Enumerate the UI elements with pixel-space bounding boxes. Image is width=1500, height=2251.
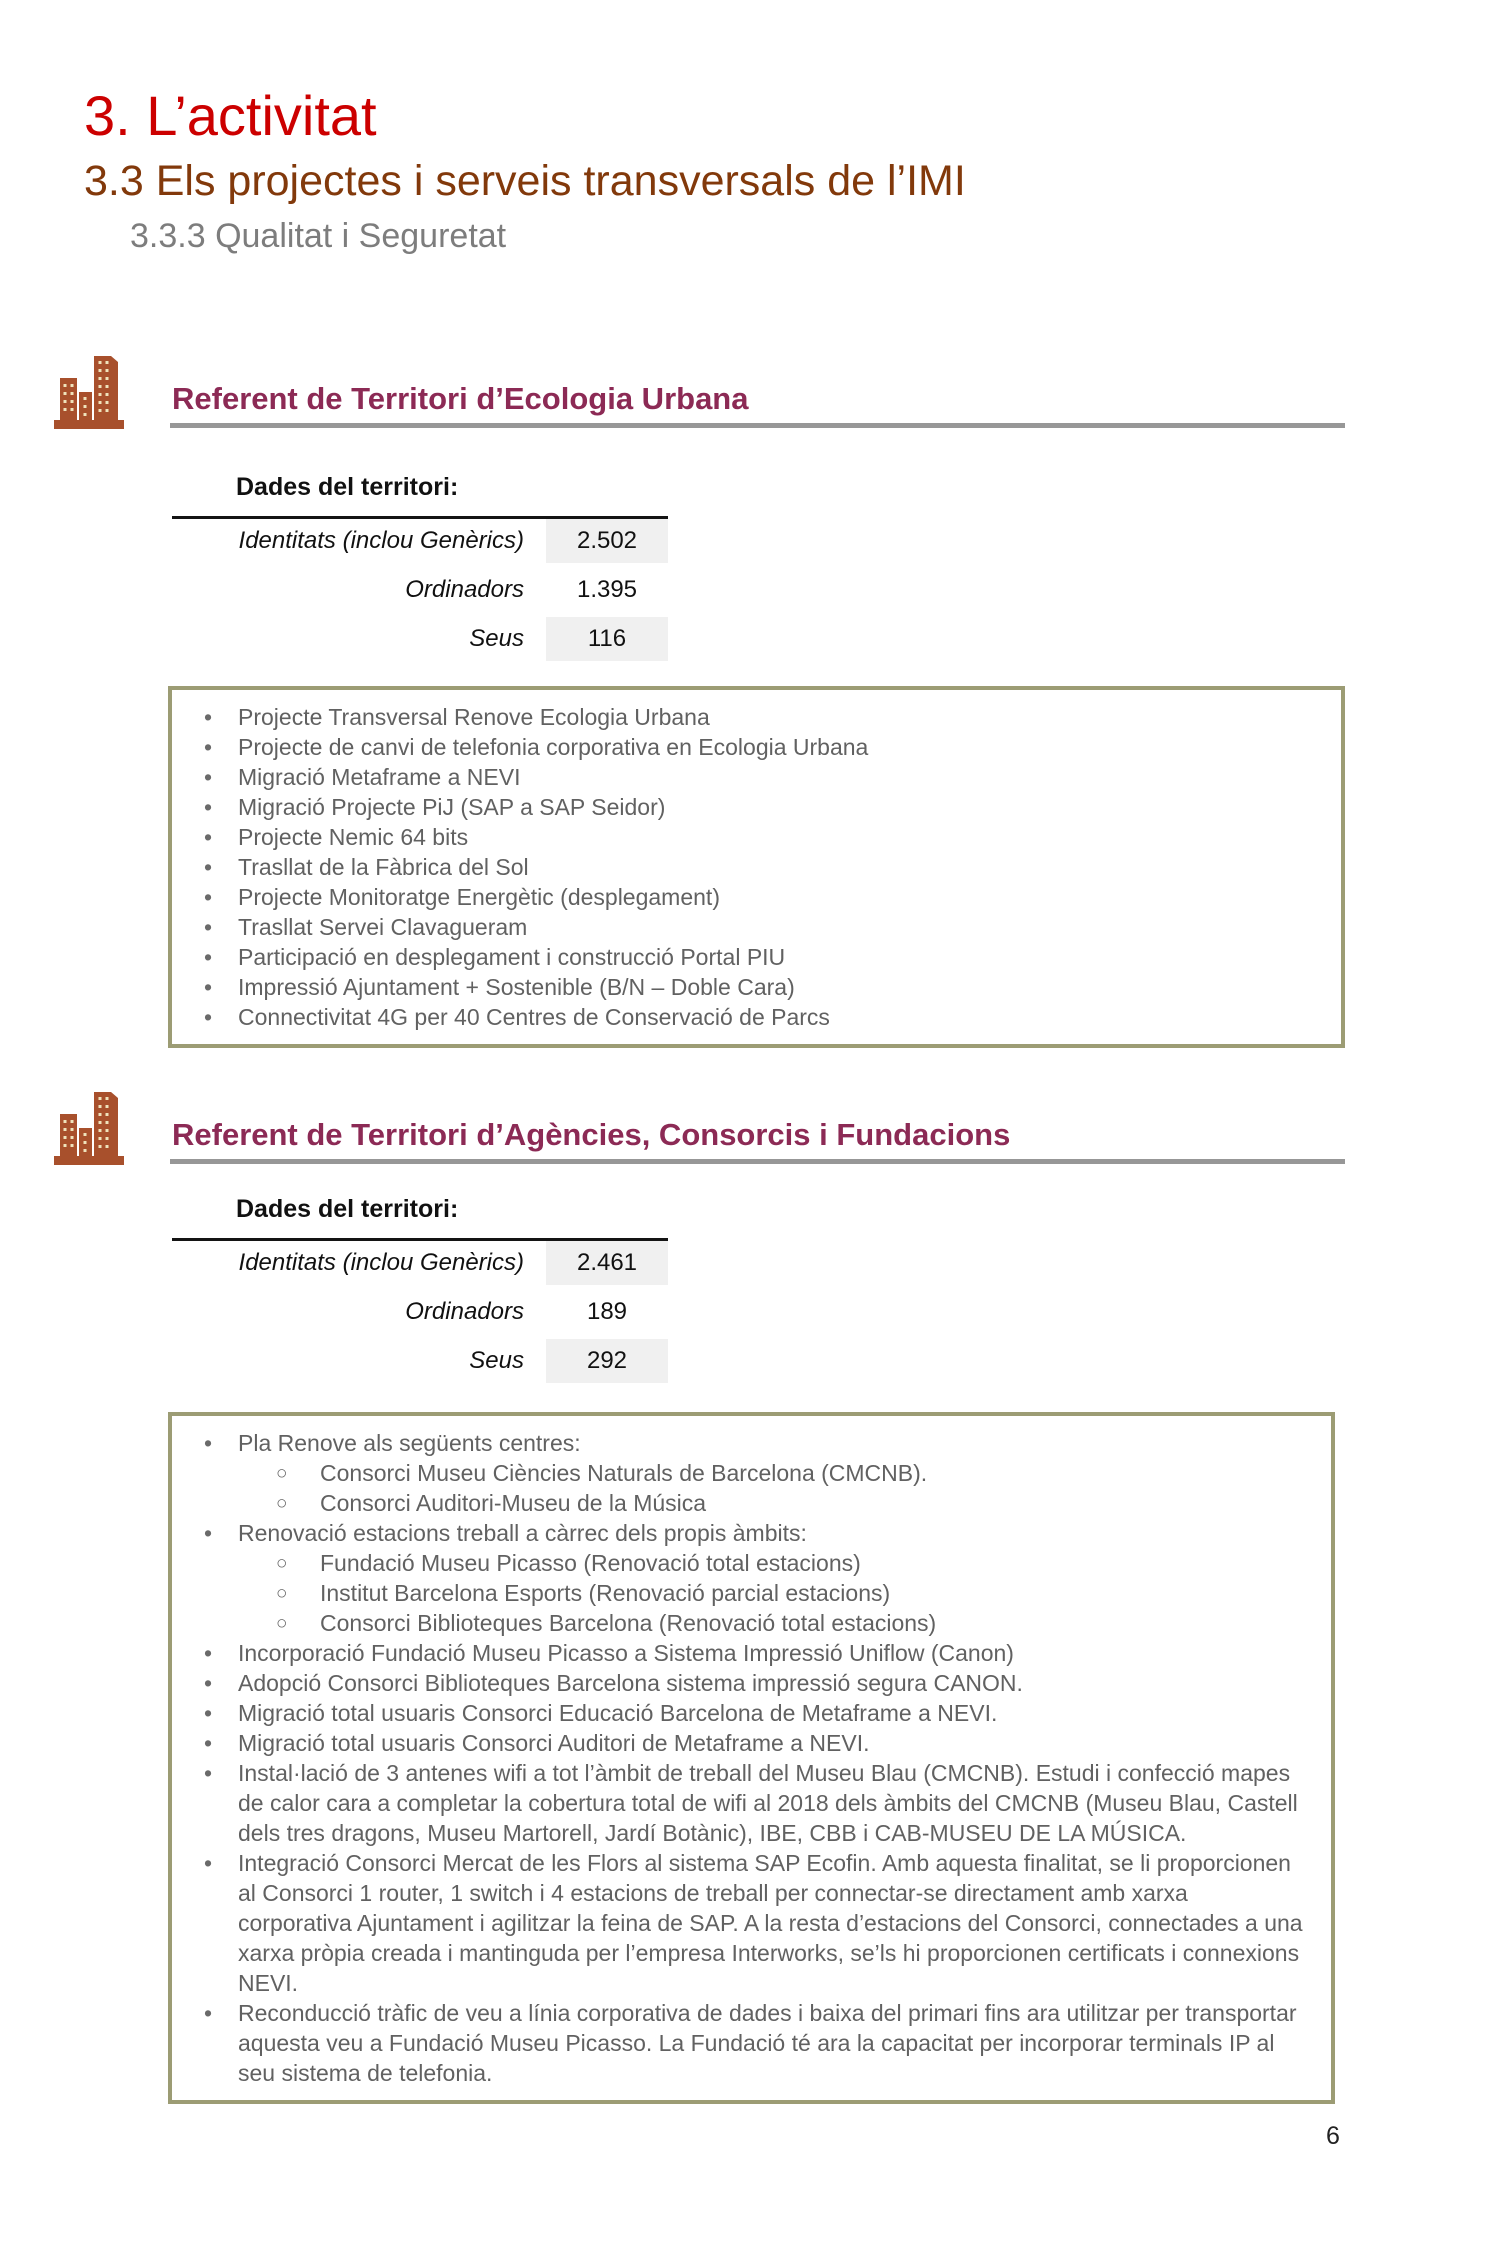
- table-row: [172, 568, 668, 617]
- row-value: 116: [546, 617, 668, 666]
- section-heading: Referent de Territori d’Agències, Consorcis i Fundacions: [172, 1117, 1011, 1152]
- territory-data-title: Dades del territori:: [236, 473, 459, 501]
- list-item: • Connectivitat 4G per 40 Centres de Conservació de Parcs: [172, 1002, 1317, 1032]
- row-value: 2.461: [546, 1241, 668, 1290]
- list-item: • Migració Projecte PiJ (SAP a SAP Seidor): [172, 792, 1317, 822]
- page-number: 6: [1326, 2122, 1340, 2150]
- list-item: ○ Fundació Museu Picasso (Renovació total estacions): [172, 1548, 1307, 1578]
- document-page: [0, 84, 1500, 2251]
- table-row: [172, 1241, 668, 1290]
- list-item: • Projecte Transversal Renove Ecologia Urbana: [172, 702, 1317, 732]
- list-item: • Trasllat de la Fàbrica del Sol: [172, 852, 1317, 882]
- list-item: ○ Consorci Biblioteques Barcelona (Renovació total estacions): [172, 1608, 1307, 1638]
- row-label: Identitats (inclou Genèrics): [172, 1241, 546, 1290]
- list-item: • Pla Renove als següents centres:: [172, 1428, 1307, 1458]
- section-header-ecologia-urbana: [52, 352, 1345, 428]
- section-rule: [170, 423, 1345, 428]
- projects-box-agencies: [168, 1412, 1335, 2104]
- list-item: • Migració total usuaris Consorci Auditori de Metaframe a NEVI.: [172, 1728, 1307, 1758]
- list-item: • Reconducció tràfic de veu a línia corporativa de dades i baixa del primari fins ara utilitzar per transportar aquesta veu a Fundació Museu Picasso. La Fundació té ara la capacitat per incorporar terminals IP al seu sistema de telefonia.: [172, 1998, 1307, 2088]
- projects-list: [172, 702, 1317, 1032]
- row-value: 2.502: [546, 519, 668, 568]
- list-item: • Renovació estacions treball a càrrec dels propis àmbits:: [172, 1518, 1307, 1548]
- row-label: Ordinadors: [172, 1290, 546, 1339]
- list-item: • Participació en desplegament i construcció Portal PIU: [172, 942, 1317, 972]
- row-value: 1.395: [546, 568, 668, 617]
- table-row: [172, 519, 668, 568]
- subsection-title: 3.3.3 Qualitat i Seguretat: [130, 217, 507, 255]
- projects-list: [172, 1428, 1307, 2088]
- list-item: • Integració Consorci Mercat de les Flors al sistema SAP Ecofin. Amb aquesta finalitat, se li proporcionen al Consorci 1 router, 1 switch i 4 estacions de treball per connectar-se directament amb xarxa corporativa Ajuntament i agilitzar la feina de SAP. A la resta d’estacions del Consorci, connectades a una xarxa pròpia creada i mantinguda per l’empresa Interworks, se’ls hi proporcionen certificats i connexions NEVI.: [172, 1848, 1307, 1998]
- section-header-agencies-consorcis: [52, 1088, 1345, 1164]
- territory-data-title: Dades del territori:: [236, 1195, 459, 1223]
- buildings-icon: [52, 352, 126, 432]
- section-rule: [170, 1159, 1345, 1164]
- row-label: Seus: [172, 617, 546, 666]
- row-value: 292: [546, 1339, 668, 1388]
- territory-table-ecologia: [172, 516, 668, 666]
- section-title-wrap: [170, 1117, 1345, 1164]
- list-item: • Instal·lació de 3 antenes wifi a tot l’àmbit de treball del Museu Blau (CMCNB). Estudi i confecció mapes de calor cara a completar la cobertura total de wifi al 2018 dels àmbits del CMCNB (Museu Blau, Castell dels tres dragons, Museu Martorell, Jardí Botànic), IBE, CBB i CAB-MUSEU DE LA MÚSICA.: [172, 1758, 1307, 1848]
- list-item: • Adopció Consorci Biblioteques Barcelona sistema impressió segura CANON.: [172, 1668, 1307, 1698]
- table-row: [172, 1339, 668, 1388]
- table-row: [172, 617, 668, 666]
- row-value: 189: [546, 1290, 668, 1339]
- list-item: • Migració total usuaris Consorci Educació Barcelona de Metaframe a NEVI.: [172, 1698, 1307, 1728]
- table-row: [172, 1290, 668, 1339]
- list-item: ○ Consorci Auditori-Museu de la Música: [172, 1488, 1307, 1518]
- section-title: 3.3 Els projectes i serveis transversals de l’IMI: [84, 157, 966, 205]
- chapter-title: 3. L’activitat: [84, 84, 377, 147]
- section-title-wrap: [170, 381, 1345, 428]
- list-item: • Incorporació Fundació Museu Picasso a Sistema Impressió Uniflow (Canon): [172, 1638, 1307, 1668]
- list-item: • Trasllat Servei Clavagueram: [172, 912, 1317, 942]
- list-item: • Migració Metaframe a NEVI: [172, 762, 1317, 792]
- row-label: Identitats (inclou Genèrics): [172, 519, 546, 568]
- row-label: Ordinadors: [172, 568, 546, 617]
- buildings-icon: [52, 1088, 126, 1168]
- list-item: ○ Consorci Museu Ciències Naturals de Barcelona (CMCNB).: [172, 1458, 1307, 1488]
- territory-table-agencies: [172, 1238, 668, 1388]
- list-item: ○ Institut Barcelona Esports (Renovació parcial estacions): [172, 1578, 1307, 1608]
- list-item: • Projecte de canvi de telefonia corporativa en Ecologia Urbana: [172, 732, 1317, 762]
- list-item: • Projecte Monitoratge Energètic (desplegament): [172, 882, 1317, 912]
- list-item: • Projecte Nemic 64 bits: [172, 822, 1317, 852]
- list-item: • Impressió Ajuntament + Sostenible (B/N – Doble Cara): [172, 972, 1317, 1002]
- row-label: Seus: [172, 1339, 546, 1388]
- section-heading: Referent de Territori d’Ecologia Urbana: [172, 381, 749, 416]
- projects-box-ecologia: [168, 686, 1345, 1048]
